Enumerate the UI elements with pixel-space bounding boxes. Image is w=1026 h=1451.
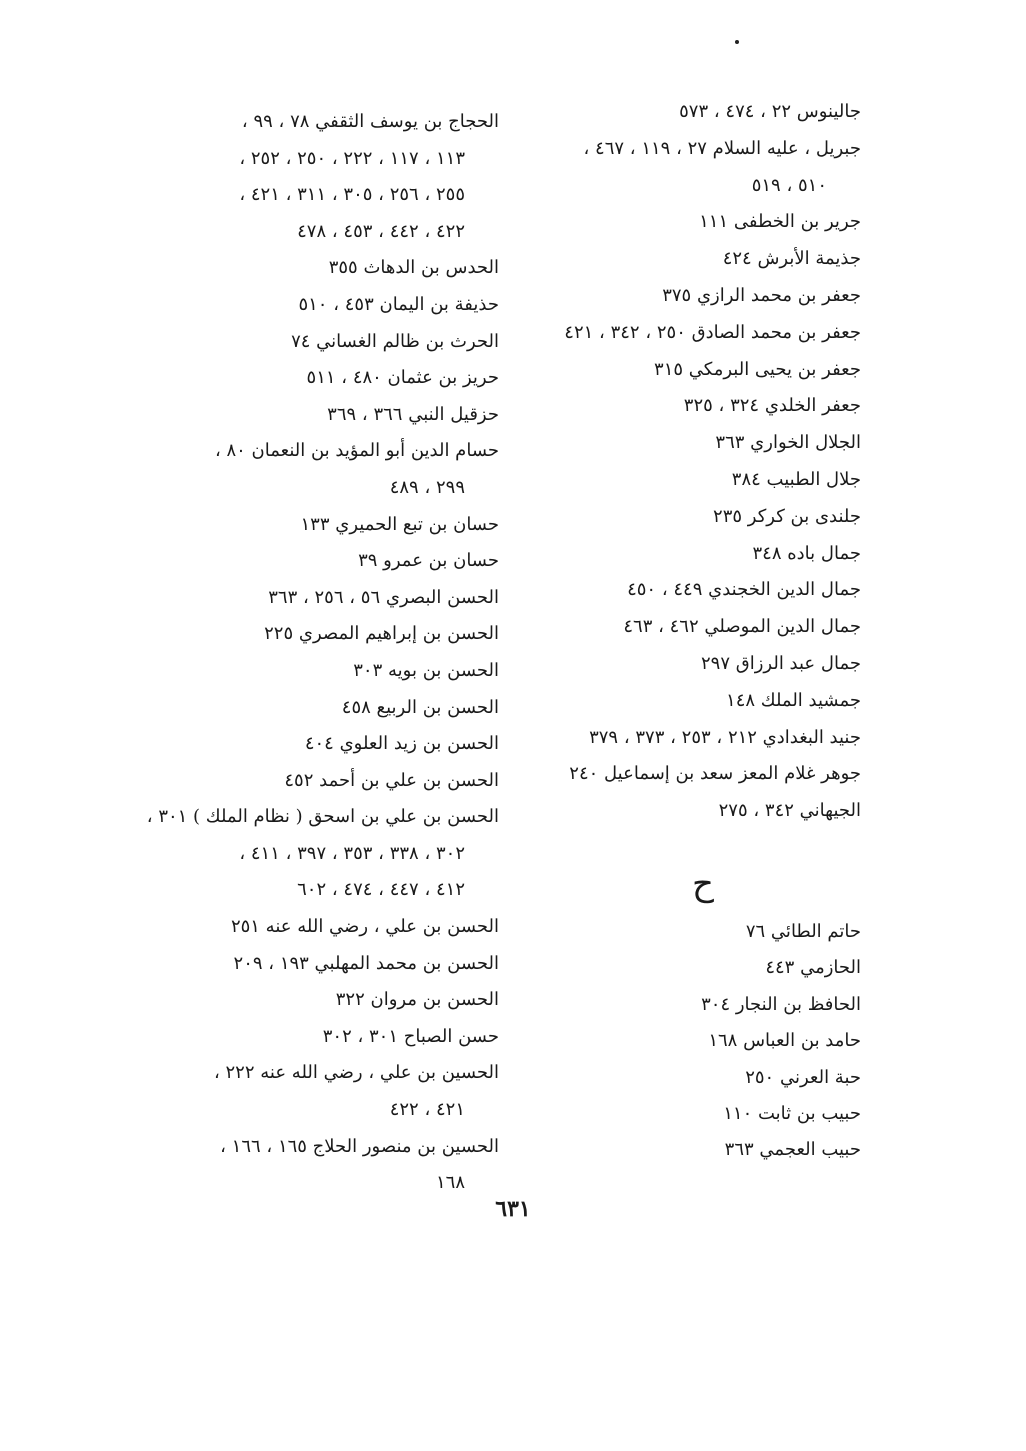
index-entry: جعفر الخلدي ٣٢٤ ، ٣٢٥ xyxy=(683,395,861,417)
ink-dot xyxy=(735,40,739,44)
index-column-right xyxy=(501,94,861,830)
index-entry: جعفر بن يحيى البرمكي ٣١٥ xyxy=(654,358,861,380)
index-entry: الحسين بن منصور الحلاج ١٦٥ ، ١٦٦ ، xyxy=(220,1135,499,1157)
section-letter-heading: ح xyxy=(692,864,714,904)
index-entry: الحرث بن ظالم الغساني ٧٤ xyxy=(291,330,499,352)
index-entry: الحسن بن بويه ٣٠٣ xyxy=(353,659,499,681)
index-entry: جعفر بن محمد الصادق ٢٥٠ ، ٣٤٢ ، ٤٢١ xyxy=(564,321,861,343)
index-entry: جوهر غلام المعز سعد بن إسماعيل ٢٤٠ xyxy=(569,763,861,785)
index-entry: جبريل ، عليه السلام ٢٧ ، ١١٩ ، ٤٦٧ ، xyxy=(583,137,861,159)
index-entry: الحسن بن علي بن اسحق ( نظام الملك ) ٣٠١ ، xyxy=(146,806,499,828)
index-entry: حريز بن عثمان ٤٨٠ ، ٥١١ xyxy=(306,367,499,389)
index-entry: حسان بن عمرو ٣٩ xyxy=(358,550,499,572)
index-entry: حسام الدين أبو المؤيد بن النعمان ٨٠ ، xyxy=(214,440,499,462)
index-entry: الحافظ بن النجار ٣٠٤ xyxy=(701,993,861,1015)
index-entry: الحسن بن زيد العلوي ٤٠٤ xyxy=(304,733,499,755)
index-entry: الحسن البصري ٥٦ ، ٢٥٦ ، ٣٦٣ xyxy=(268,586,499,608)
index-entry: الحسين بن علي ، رضي الله عنه ٢٢٢ ، xyxy=(213,1062,499,1084)
index-entry-continuation: ٥١٠ ، ٥١٩ xyxy=(751,174,827,196)
index-column-left xyxy=(119,104,499,1202)
index-column-right-continued xyxy=(501,914,861,1169)
index-entry: حاتم الطائي ٧٦ xyxy=(745,921,861,942)
index-entry: الحسن بن علي بن أحمد ٤٥٢ xyxy=(284,769,499,791)
index-entry: الحسن بن الربيع ٤٥٨ xyxy=(341,696,499,718)
index-entry: حذيفة بن اليمان ٤٥٣ ، ٥١٠ xyxy=(298,293,499,315)
index-entry: جمال باده ٣٤٨ xyxy=(752,542,861,564)
index-entry-continuation: ٢٥٥ ، ٢٥٦ ، ٣٠٥ ، ٣١١ ، ٤٢١ ، xyxy=(239,184,465,206)
index-entry: الحدس بن الدهاث ٣٥٥ xyxy=(328,257,499,279)
index-entry-continuation: ٢٩٩ ، ٤٨٩ xyxy=(389,476,465,498)
index-entry: حبيب العجمي ٣٦٣ xyxy=(724,1139,861,1161)
index-entry: جمال الدين الموصلي ٤٦٢ ، ٤٦٣ xyxy=(623,616,861,638)
index-entry: جرير بن الخطفى ١١١ xyxy=(699,211,861,233)
index-entry: جمال عبد الرزاق ٢٩٧ xyxy=(701,652,861,674)
index-entry-continuation: ١١٣ ، ١١٧ ، ٢٢٢ ، ٢٥٠ ، ٢٥٢ ، xyxy=(239,147,465,169)
index-entry: الجلال الخواري ٣٦٣ xyxy=(715,432,861,454)
index-entry: الحجاج بن يوسف الثقفي ٧٨ ، ٩٩ ، xyxy=(241,111,499,132)
index-entry: الحسن بن إبراهيم المصري ٢٢٥ xyxy=(264,623,499,645)
index-entry-continuation: ٤٢٢ ، ٤٤٢ ، ٤٥٣ ، ٤٧٨ xyxy=(297,220,465,242)
index-entry: حسن الصباح ٣٠١ ، ٣٠٢ xyxy=(322,1025,499,1047)
index-entry: جلال الطبيب ٣٨٤ xyxy=(731,468,861,490)
index-entry: جلندى بن كركر ٢٣٥ xyxy=(713,505,861,527)
index-entry: جمشيد الملك ١٤٨ xyxy=(726,689,861,711)
index-entry-continuation: ٤٢١ ، ٤٢٢ xyxy=(389,1099,465,1121)
index-entry: حزقيل النبي ٣٦٦ ، ٣٦٩ xyxy=(327,403,499,425)
index-entry: جمال الدين الخجندي ٤٤٩ ، ٤٥٠ xyxy=(627,579,861,601)
index-entry: جالينوس ٢٢ ، ٤٧٤ ، ٥٧٣ xyxy=(679,101,861,122)
index-entry: حبيب بن ثابت ١١٠ xyxy=(723,1103,861,1125)
index-entry: الحازمي ٤٤٣ xyxy=(765,957,861,979)
index-entry: حبة العرني ٢٥٠ xyxy=(745,1066,861,1088)
index-entry: جذيمة الأبرش ٤٢٤ xyxy=(722,248,861,270)
index-entry-continuation: ٣٠٢ ، ٣٣٨ ، ٣٥٣ ، ٣٩٧ ، ٤١١ ، xyxy=(239,842,465,864)
index-entry: الحسن بن مروان ٣٢٢ xyxy=(335,989,499,1011)
index-entry-continuation: ١٦٨ xyxy=(435,1172,465,1194)
index-entry: حامد بن العباس ١٦٨ xyxy=(708,1030,861,1052)
index-entry: الحسن بن محمد المهلبي ١٩٣ ، ٢٠٩ xyxy=(233,952,499,974)
index-entry: جعفر بن محمد الرازي ٣٧٥ xyxy=(662,284,861,306)
index-entry: الجيهاني ٣٤٢ ، ٢٧٥ xyxy=(718,800,861,822)
index-entry: الحسن بن علي ، رضي الله عنه ٢٥١ xyxy=(230,916,499,938)
index-entry: حسان بن تبع الحميري ١٣٣ xyxy=(300,513,499,535)
page-number: ٦٣١ xyxy=(495,1196,531,1222)
index-entry-continuation: ٤١٢ ، ٤٤٧ ، ٤٧٤ ، ٦٠٢ xyxy=(297,879,465,901)
index-entry: جنيد البغدادي ٢١٢ ، ٢٥٣ ، ٣٧٣ ، ٣٧٩ xyxy=(589,726,861,748)
